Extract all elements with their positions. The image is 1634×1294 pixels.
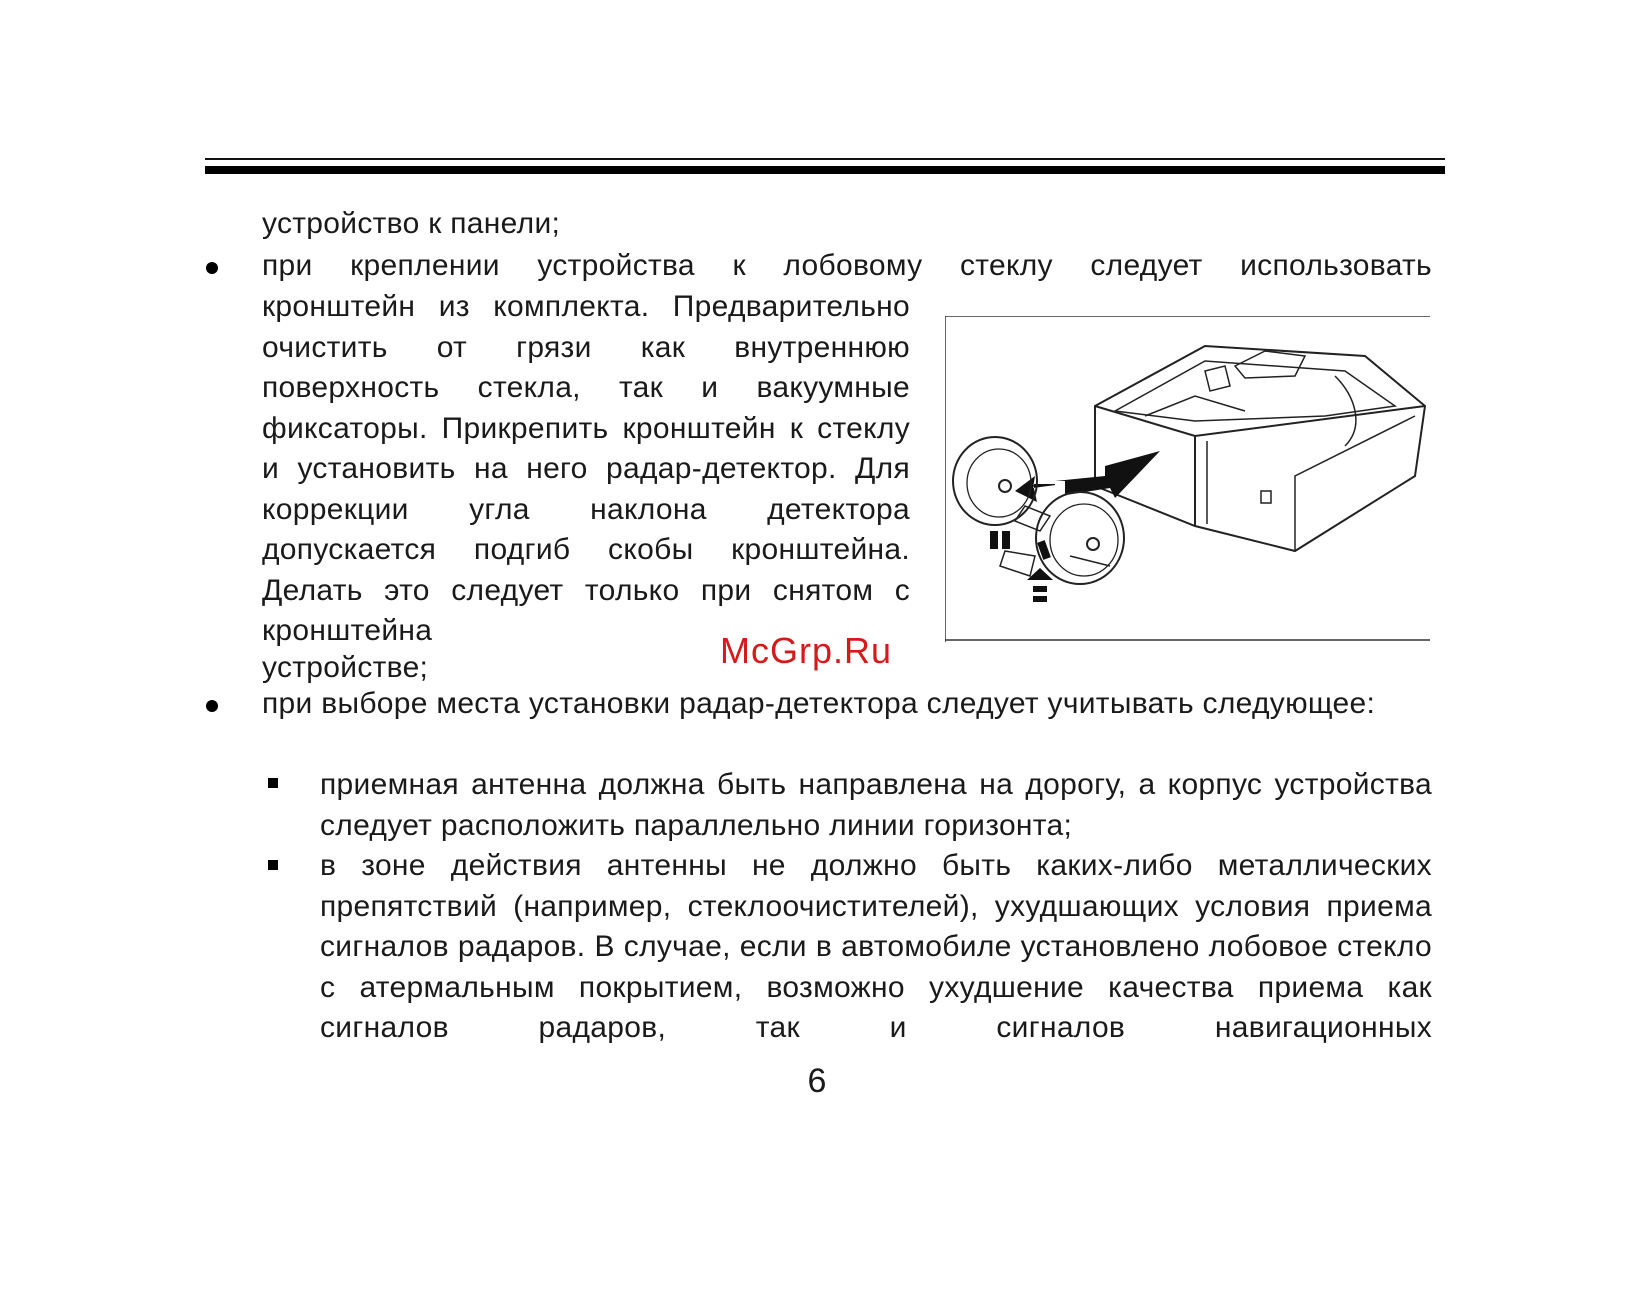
bullet1-first-line: при креплении устройства к лобовому стеклу следует использовать: [262, 249, 1432, 282]
suction-cups: [953, 437, 1124, 584]
watermark: McGrp.Ru: [720, 630, 893, 671]
bullet1-body: кронштейн из комплекта. Предварительно очистить от грязи как внутреннюю поверхность стекла, так и вакуумные фиксаторы. Прикрепить кронштейн к стеклу и установить на него радар-детектор. Для коррекции угла наклона детектора допускается подгиб скобы кронштейна. Делать это следует только при снятом с кронштейна: [262, 290, 910, 647]
header-rule-thin: [205, 158, 1445, 160]
bullet-dot-1: [206, 262, 218, 274]
radar-detector-mount-illustration: [945, 316, 1430, 642]
continuation-line: устройство к панели;: [262, 207, 561, 240]
sub-bullet-2: [268, 860, 278, 870]
page-number: 6: [807, 1062, 827, 1100]
bullet-dot-2: [206, 700, 218, 712]
bullet2-text: при выборе места установки радар-детектора следует учитывать следующее:: [262, 687, 1376, 720]
header-rule-thick: [205, 166, 1445, 174]
sub-item-2: в зоне действия антенны не должно быть каких-либо металлических препятствий (например, стеклоочистителей), ухудшающих условия приема сигналов радаров. В случае, если в автомобиле установлено лобовое стекло с атермальным покрытием, возможно ухудшение качества приема как сигналов радаров, так и сигналов навигационных: [320, 849, 1432, 1044]
bullet1-last-line: устройстве;: [262, 651, 429, 684]
detector-body: [1095, 346, 1425, 551]
sub-bullet-1: [268, 778, 278, 788]
sub-item-1: приемная антенна должна быть направлена на дорогу, а корпус устройства следует расположить параллельно линии горизонта;: [320, 768, 1432, 842]
mount-arrows: [990, 451, 1160, 602]
